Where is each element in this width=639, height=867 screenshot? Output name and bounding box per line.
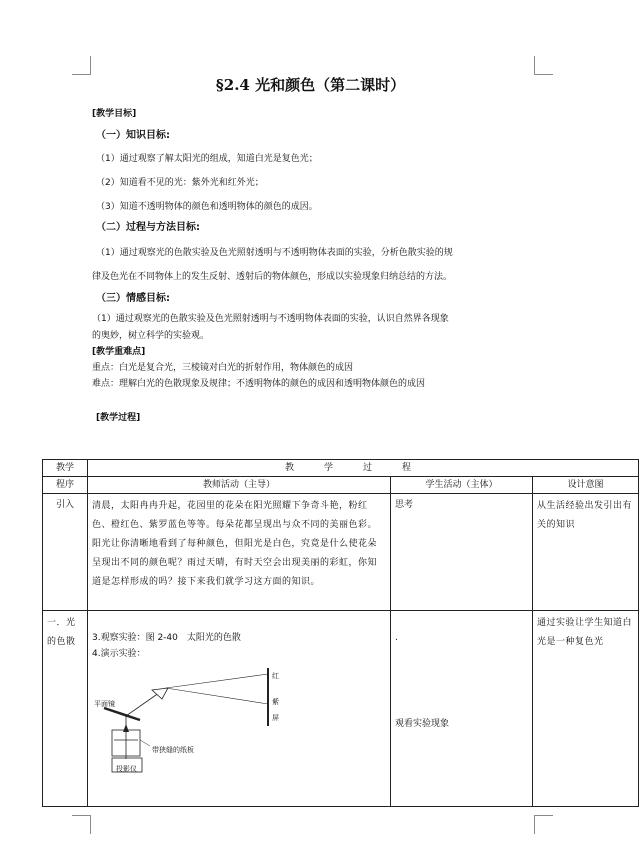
knowledge-item: （1）通过观察了解太阳光的组成，知道白光是复色光； (96, 154, 318, 164)
key-point-line: 重点：白光是复合光，三棱镜对白光的折射作用，物体颜色的成因 (92, 363, 354, 373)
difficult-point-line: 难点：理解白光的色散现象及规律；不透明物体的颜色的成因和透明物体颜色的成因 (92, 379, 426, 389)
student-text: 观看实验现象 (395, 719, 450, 729)
teacher-cell (88, 494, 391, 611)
design-text: 通过实验让学生知道白光是一种复色光 (537, 618, 633, 647)
page-title: §2.4 光和颜色（第二课时） (215, 76, 406, 94)
emotion-line: 的奥妙，树立科学的实验观。 (92, 331, 210, 341)
student-cell (391, 611, 533, 807)
table-header-row (43, 460, 639, 477)
header-student: 学生活动（主体） (391, 477, 533, 494)
table-row (43, 611, 639, 807)
design-cell (533, 611, 639, 807)
emotion-line: （1）通过观察光的色散实验及色光照射透明与不透明物体表面的实验，认识自然界各现象 (92, 314, 449, 324)
header-design: 设计意图 (533, 477, 639, 494)
process-heading: [教学过程] (96, 413, 141, 423)
crop-mark-top-left (72, 56, 91, 75)
design-text: 从生活经验出发引出有关的知识 (537, 501, 633, 530)
teacher-line: 3.观察实验：图 2-40 太阳光的色散 (92, 633, 241, 643)
process-method-heading: （二）过程与方法目标: (96, 222, 200, 233)
knowledge-heading: （一）知识目标: (96, 130, 170, 141)
process-method-line: （1）通过观察光的色散实验及色光照射透明与不透明物体表面的实验，分析色散实验的规 (96, 248, 453, 258)
header-span: 教学过程 (88, 460, 639, 477)
screen-label: 屏 (272, 714, 279, 722)
crop-mark-bottom-right (534, 815, 553, 834)
crop-mark-top-right (534, 56, 553, 75)
slit-board-label: 带狭缝的纸板 (152, 746, 194, 754)
crop-mark-bottom-left (72, 815, 91, 834)
header-stage-top: 教学 (43, 460, 88, 477)
teacher-text: 清晨，太阳冉冉升起，花园里的花朵在阳光照耀下争奇斗艳，粉红色、橙红色、紫罗蓝色等等。每朵花都呈现出与众不同的美丽色彩。阳光让你清晰地看到了每种颜色，但阳光是白色，究竟是什么使花朵呈现出不同的颜色呢？雨过天晴，有时天空会出现美丽的彩虹，你知道是怎样形成的吗？接下来我们就学习这方面的知识。 (92, 501, 378, 587)
teacher-cell (88, 611, 391, 807)
red-label: 红 (272, 672, 279, 680)
header-stage-bottom: 程序 (43, 477, 88, 494)
emotion-heading: （三）情感目标: (96, 293, 170, 304)
knowledge-item: （2）知道看不见的光：紫外光和红外光； (96, 178, 264, 188)
process-method-line: 律及色光在不同物体上的发生反射、透射后的物体颜色，形成以实验现象归纳总结的方法。 (92, 272, 453, 282)
teacher-line: 4.演示实验： (92, 649, 146, 659)
key-points-heading: [教学重难点] (92, 347, 146, 357)
stage-cell (43, 611, 88, 807)
student-cell: 思考 (391, 494, 533, 611)
purple-label: 紫 (272, 698, 279, 706)
projector-label: 投影仪 (116, 765, 137, 773)
stage-cell: 引入 (43, 494, 88, 611)
objectives-heading: [教学目标] (92, 109, 137, 119)
student-dot: . (395, 633, 398, 643)
header-teacher: 教师活动（主导） (88, 477, 391, 494)
dispersion-diagram-drawing (92, 666, 287, 776)
table-row (43, 494, 639, 611)
mirror-label: 平面镜 (94, 700, 115, 708)
design-cell (533, 494, 639, 611)
lesson-table (42, 459, 639, 807)
knowledge-item: （3）知道不透明物体的颜色和透明物体的颜色的成因。 (96, 202, 318, 212)
table-header-row (43, 477, 639, 494)
stage-text: 一．光的色散 (47, 618, 76, 647)
dispersion-diagram (92, 666, 287, 776)
